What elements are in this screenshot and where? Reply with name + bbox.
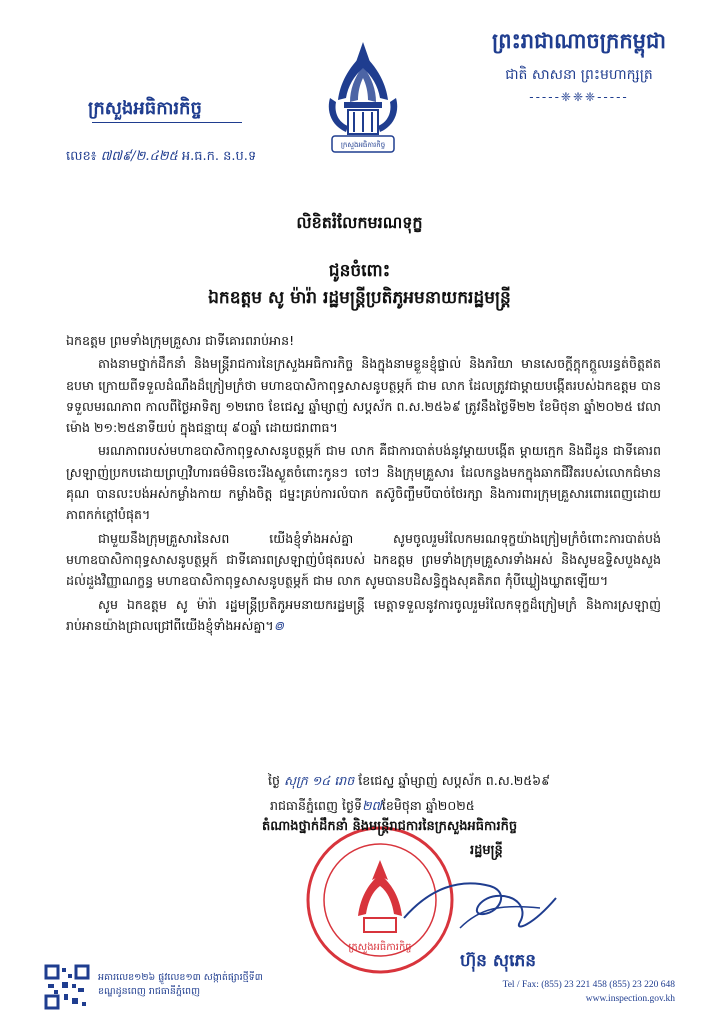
qr-code-icon xyxy=(44,964,90,1010)
paragraph-4 xyxy=(66,594,661,637)
place-date-prefix: រាជធានីភ្នំពេញ ថ្ងៃទី xyxy=(270,798,362,813)
reference-number xyxy=(66,148,256,167)
place-date-handwritten: ២៧ xyxy=(361,798,382,813)
signatory-title: តំណាងថ្នាក់ដឹកនាំ និងមន្ត្រីរាជការនៃក្រសួងអធិការកិច្ច xyxy=(262,819,518,834)
ref-suffix: អ.ធ.ក. ន.ប.ទ xyxy=(181,149,257,164)
paragraph-2: មរណភាពរបស់មហាឧបាសិកាពុទ្ធសាសនូបត្ថម្ភក៍ ជាម លាក គឺជាការបាត់បង់នូវម្តាយបង្កើត ម្តាយក្មេក និងជីដូន ជាទីគោរពស្រឡាញ់ប្រកបដោយព្រហ្មវិហារធម៌មិនចេះរីងស្ងួតចំពោះកូនៗ ចៅៗ និងក្រុមគ្រួសារ ដែលកន្លងមកក្នុងឆាកជីវិតរបស់លោកជំមានគុណ បានលះបង់អស់កម្លាំងកាយ កម្លាំងចិត្ត ជម្នះគ្រប់ការលំបាក តស៊ូចិញ្ចឹមបីបាច់ថែរក្សា និងការពារក្រុមគ្រួសារពោរពេញដោយភាពកក់ក្តៅបំផុត។ xyxy=(66,443,661,523)
signatory-role: រដ្ឋមន្ត្រី xyxy=(470,843,503,858)
footer-contact xyxy=(503,978,675,1006)
paragraph-3: ជាមួយនឹងក្រុមគ្រួសារនៃសព យើងខ្ញុំទាំងអស់គ្នា សូមចូលរួមរំលែកមរណទុក្ខយ៉ាងក្រៀមក្រំចំពោះការបាត់បង់ មហាឧបាសិកាពុទ្ធសាសនូបត្ថម្ភក៍ ជាទីគោរពស្រឡាញ់បំផុតរបស់ ឯកឧត្តម ព្រមទាំងក្រុមគ្រួសារទាំងអស់ និងសូមឧទ្ទិសបួងសួងដល់ដួងវិញ្ញាណក្ខន្ធ មហាឧបាសិកាពុទ្ធសាសនូបត្ថម្ភក៍ ជាម លាក សូមបានបដិសន្ធិក្នុងសុគតិភព កុំបីឃ្លៀងឃ្លាតឡើយ។ xyxy=(66,530,661,589)
salutation: ឯកឧត្តម ព្រមទាំងក្រុមគ្រួសារ ជាទីគោរពរាប់អាន! xyxy=(66,333,295,348)
lunar-date-prefix: ថ្ងៃ xyxy=(268,773,280,788)
ref-label: លេខ៖ xyxy=(66,149,97,164)
signature-icon xyxy=(400,868,560,938)
to-label: ជូនចំពោះ xyxy=(328,261,391,281)
ministry-underline xyxy=(92,122,242,123)
recipient-name: ឯកឧត្តម សូ ម៉ារ៉ា រដ្ឋមន្ត្រីប្រតិភូអមនាយករដ្ឋមន្ត្រី xyxy=(208,288,511,308)
paragraph-4-text: សូម ឯកឧត្តម សូ ម៉ារ៉ា រដ្ឋមន្ត្រីប្រតិភូអមនាយករដ្ឋមន្ត្រី មេត្តាទទួលនូវការចូលរួមរំលែកទុក្ខដ៏ក្រៀមក្រំ និងការស្រឡាញ់រាប់អានយ៉ាងជ្រាលជ្រៅពីយើងខ្ញុំទាំងអស់គ្នា។ xyxy=(66,596,661,633)
national-motto: ជាតិ សាសនា ព្រះមហាក្សត្រ xyxy=(505,67,653,83)
phone-fax: Tel / Fax: (855) 23 221 458 (855) 23 220 648 xyxy=(502,980,675,990)
lunar-date-suffix: ខែជេស្ឋ ឆ្នាំម្សាញ់ សប្តស័ក ព.ស.២៥៦៩ xyxy=(358,773,550,788)
lunar-date xyxy=(268,773,550,792)
paragraph-4-mark: ៙ xyxy=(273,617,285,633)
letter-body xyxy=(66,330,661,638)
header-ornament: -----❈❈❈----- xyxy=(529,90,629,104)
place-date xyxy=(270,798,475,817)
kingdom-title: ព្រះរាជាណាចក្រកម្ពុជា xyxy=(491,29,666,53)
kingdom-header xyxy=(479,28,679,104)
document-title: លិខិតរំលែកមរណទុក្ខ xyxy=(296,213,423,232)
address-line-1: អគារលេខ១២៦ ផ្លូវលេខ១៣ សង្កាត់ផ្សារថ្មីទី៣ xyxy=(98,972,263,983)
seal-caption: ក្រសួងអធិការកិច្ច xyxy=(348,942,412,953)
lunar-date-handwritten: សុក្រ ១៤ រោច xyxy=(284,773,355,788)
footer-address xyxy=(98,971,263,999)
ministry-name: ក្រសួងអធិការកិច្ច xyxy=(88,98,202,119)
paragraph-1: តាងនាមថ្នាក់ដឹកនាំ និងមន្ត្រីរាជការនៃក្រសួងអធិការកិច្ច និងក្នុងនាមខ្លួនខ្ញុំផ្ទាល់ និងភរិយា មានសេចក្តីក្តុកក្តួលរន្ធត់ចិត្តឥតឧបមា ក្រោយពីទទួលដំណឹងដ៏ក្រៀមក្រំថា មហាឧបាសិកាពុទ្ធសាសនូបត្ថម្ភក៍ ជាម លាក ដែលត្រូវជាម្តាយបង្កើតរបស់ឯកឧត្តម បានទទួលមរណភាព កាលពីថ្ងៃអាទិត្យ ១២រោច ខែជេស្ឋ ឆ្នាំម្សាញ់ សប្តស័ក ព.ស.២៥៦៩ ត្រូវនឹងថ្ងៃទី២២ ខែមិថុនា ឆ្នាំ២០២៥ វេលាម៉ោង ២១:២៥នាទីយប់ ក្នុងជន្មាយុ ៩០ឆ្នាំ ដោយជរាពាធ។ xyxy=(66,356,661,436)
ref-handwritten: ៧៧៩/២.៤២៥ xyxy=(100,149,178,164)
website-link[interactable]: www.inspection.gov.kh xyxy=(585,994,675,1004)
address-line-2: ខណ្ឌដូនពេញ រាជធានីភ្នំពេញ xyxy=(98,986,201,997)
ministry-emblem-icon xyxy=(318,38,408,158)
emblem-caption: ក្រសួងអធិការកិច្ច xyxy=(340,141,386,149)
place-date-suffix: ខែមិថុនា ឆ្នាំ២០២៥ xyxy=(381,798,475,813)
signatory-name: ហ៊ុន សុភេន xyxy=(460,951,537,971)
